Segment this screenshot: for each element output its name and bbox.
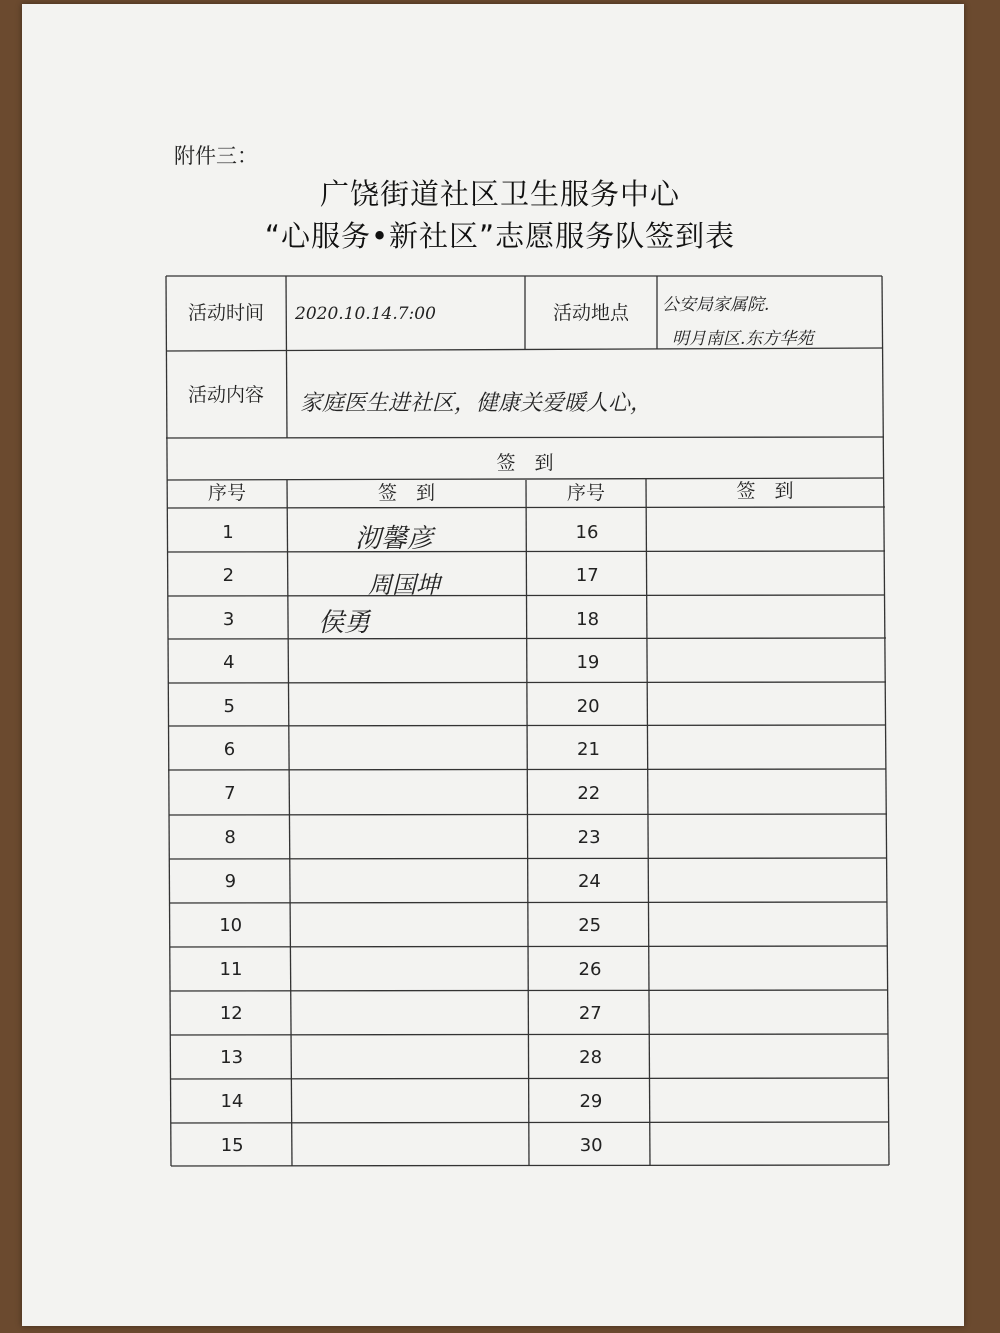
row-number-9: 9 [224, 871, 237, 892]
activity-content-value: 家庭医生进社区，健康关爱暖人心， [300, 391, 653, 416]
activity-time-value: 2020.10.14.7:00 [295, 304, 436, 324]
activity-time-label: 活动时间 [187, 302, 264, 324]
signature-row-1: 沏馨彦 [355, 524, 434, 554]
row-number-12: 12 [219, 1003, 243, 1024]
row-number-10: 10 [219, 915, 243, 936]
row-number-11: 11 [219, 959, 243, 980]
row-number-8: 8 [224, 827, 236, 848]
activity-place-value-line2: 明月南区.东方华苑 [672, 329, 814, 349]
signature-row-3: 侯勇 [318, 608, 371, 638]
activity-content-label: 活动内容 [187, 384, 264, 406]
row-number-6: 6 [223, 739, 236, 760]
document-title: 广饶街道社区卫生服务中心 [319, 177, 680, 211]
row-number-7: 7 [224, 783, 236, 804]
row-number-1: 1 [222, 522, 234, 543]
row-number-14: 14 [220, 1091, 244, 1112]
row-number-20: 20 [576, 696, 600, 717]
signature-row-2: 周国坤 [368, 571, 440, 599]
row-number-2: 2 [222, 565, 235, 586]
row-number-15: 15 [220, 1135, 244, 1156]
row-number-26: 26 [578, 959, 602, 980]
annex-label: 附件三： [174, 144, 258, 168]
row-number-17: 17 [575, 565, 599, 586]
row-number-18: 18 [576, 609, 600, 630]
row-number-3: 3 [222, 609, 235, 630]
row-number-4: 4 [223, 652, 235, 673]
signin-section-title: 签 到 [496, 452, 554, 474]
document-subtitle: “心服务•新社区”志愿服务队签到表 [264, 219, 736, 253]
column-header-sign-right: 签 到 [736, 480, 794, 502]
row-number-23: 23 [577, 827, 601, 848]
row-number-24: 24 [577, 871, 601, 892]
activity-place-label: 活动地点 [552, 302, 629, 324]
row-number-29: 29 [579, 1091, 603, 1112]
column-header-no-right: 序号 [566, 482, 605, 504]
row-number-16: 16 [575, 522, 599, 543]
row-number-21: 21 [577, 739, 600, 760]
activity-place-value-line1: 公安局家属院. [662, 295, 770, 315]
column-header-no-left: 序号 [207, 482, 246, 504]
row-number-5: 5 [223, 696, 235, 717]
row-number-25: 25 [578, 915, 602, 936]
row-number-30: 30 [579, 1135, 603, 1156]
column-header-sign-left: 签 到 [377, 482, 435, 504]
row-number-19: 19 [576, 652, 600, 673]
row-number-28: 28 [579, 1047, 603, 1068]
row-number-22: 22 [577, 783, 601, 804]
row-number-13: 13 [220, 1047, 244, 1068]
row-number-27: 27 [578, 1003, 602, 1024]
